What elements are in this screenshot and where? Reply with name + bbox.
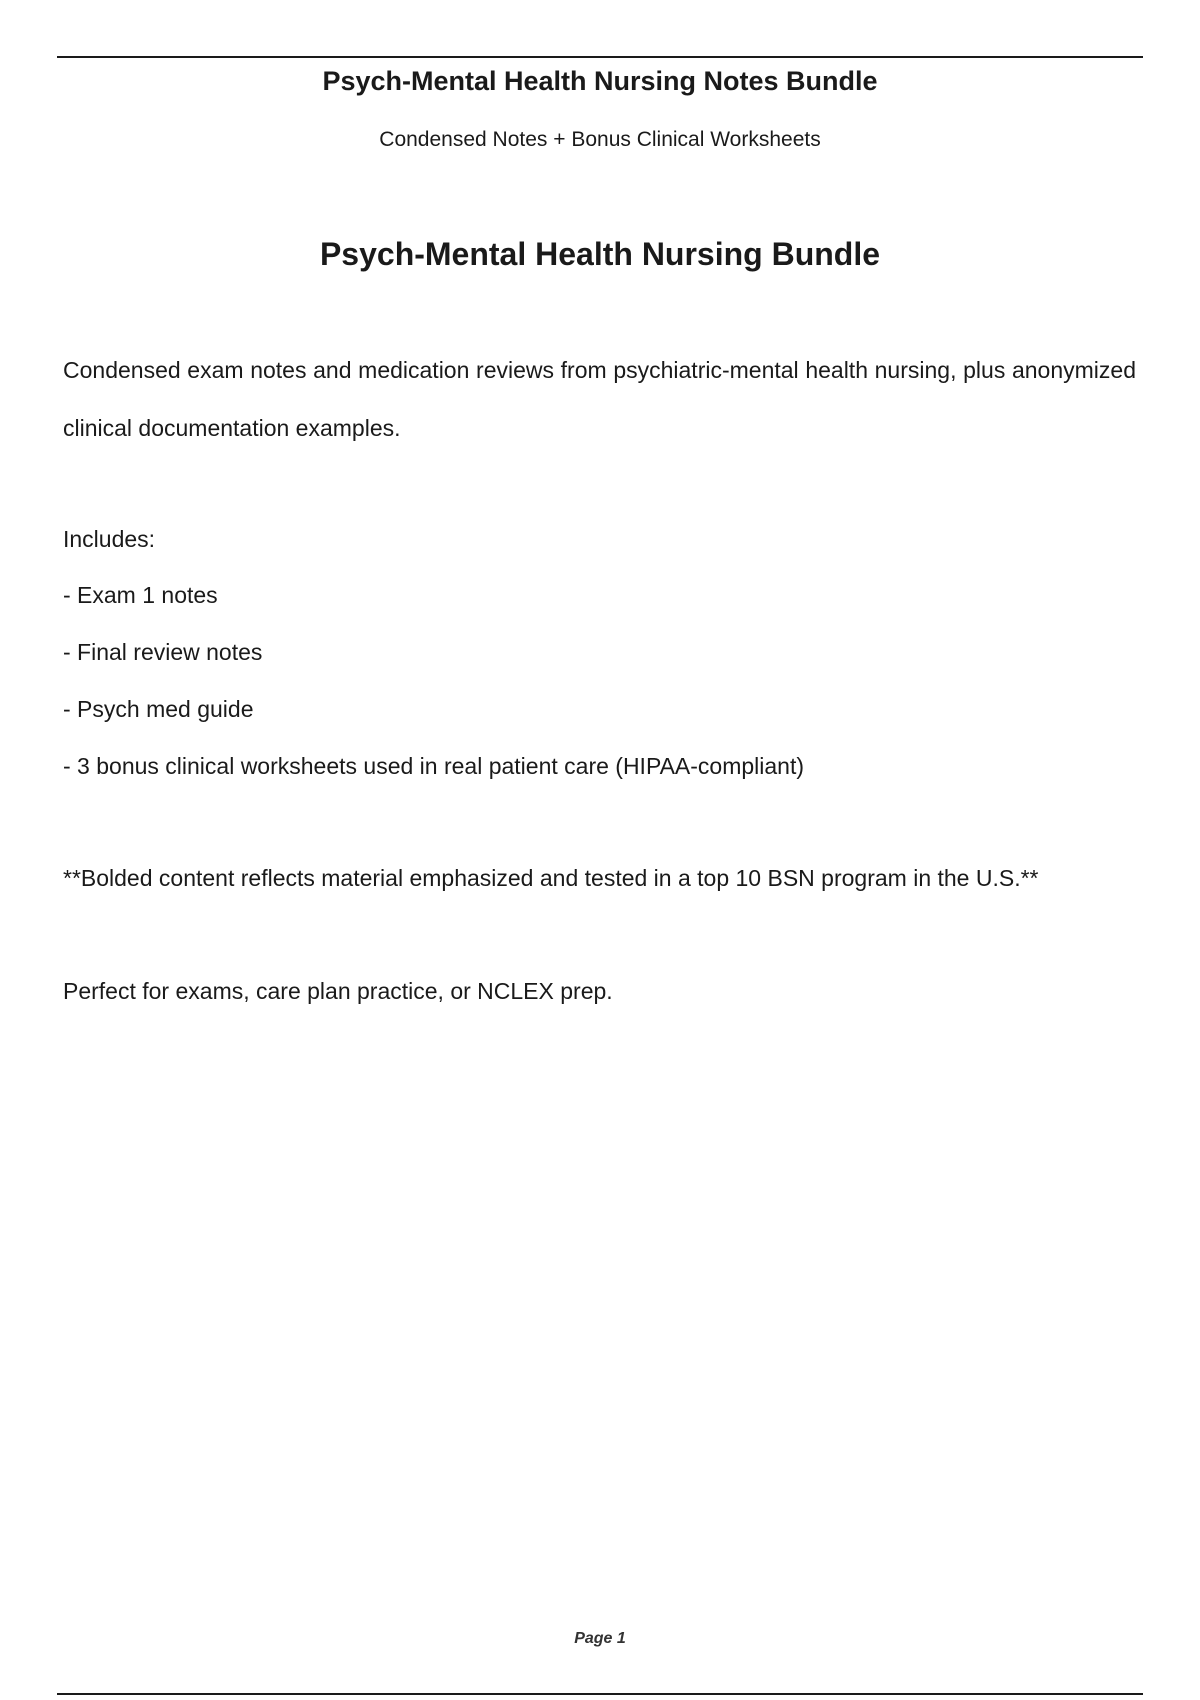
header-top-rule bbox=[57, 56, 1143, 58]
includes-list bbox=[63, 567, 1136, 795]
page-number: Page 1 bbox=[574, 1630, 626, 1647]
includes-label: Includes: bbox=[63, 526, 156, 552]
list-item: - Final review notes bbox=[63, 639, 263, 665]
footer-bottom-rule bbox=[57, 1693, 1143, 1695]
list-item: - 3 bonus clinical worksheets used in real patient care (HIPAA-compliant) bbox=[63, 753, 805, 779]
emphasis-note: **Bolded content reflects material emphasized and tested in a top 10 BSN program in the U.S.** bbox=[63, 865, 1039, 891]
header-title: Psych-Mental Health Nursing Notes Bundle bbox=[322, 66, 878, 96]
list-item: - Exam 1 notes bbox=[63, 582, 218, 608]
closing-line: Perfect for exams, care plan practice, or NCLEX prep. bbox=[63, 978, 613, 1004]
intro-paragraph: Condensed exam notes and medication reviews from psychiatric-mental health nursing, plus anonymized clinical documentation examples. bbox=[63, 357, 1136, 441]
header-subtitle: Condensed Notes + Bonus Clinical Worksheets bbox=[379, 128, 821, 151]
list-item: - Psych med guide bbox=[63, 696, 254, 722]
document-title: Psych-Mental Health Nursing Bundle bbox=[319, 236, 881, 272]
document-body bbox=[63, 341, 1136, 1020]
